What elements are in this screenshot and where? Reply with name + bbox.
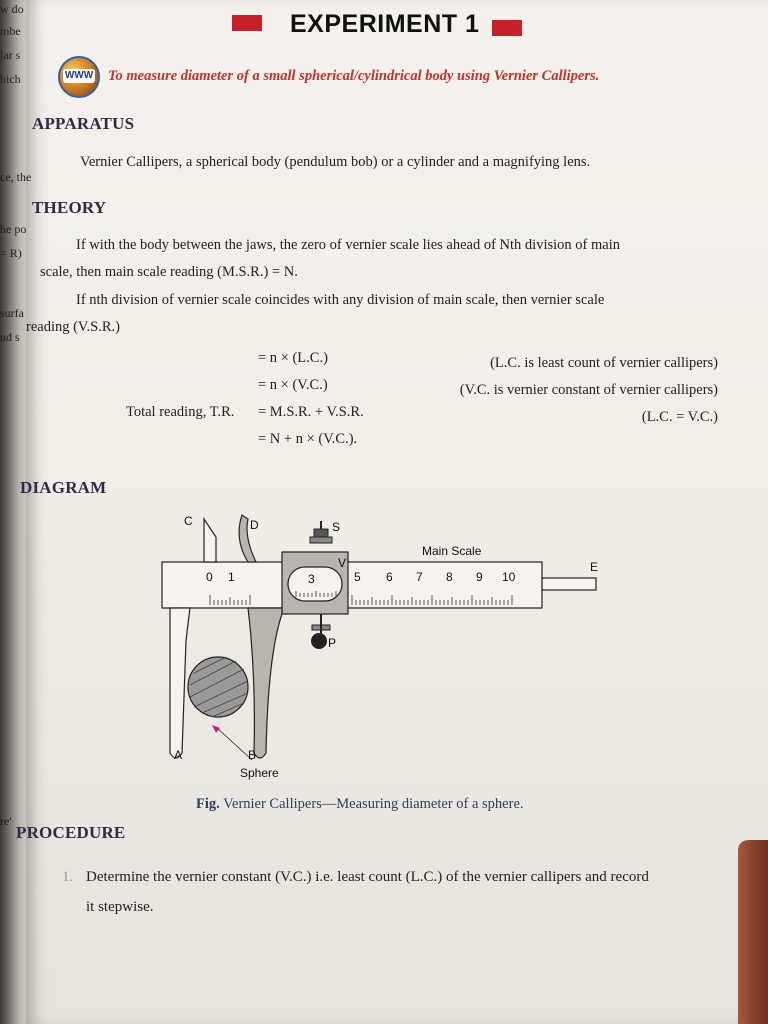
theory-para2-line2: reading (V.S.R.) xyxy=(26,319,120,335)
experiment-title: EXPERIMENT 1 xyxy=(290,10,480,38)
book-spine-shadow xyxy=(0,0,28,1024)
movable-jaw-b xyxy=(248,608,282,758)
theory-heading: THEORY xyxy=(32,198,107,217)
vernier-callipers-diagram xyxy=(156,505,606,790)
scale-number: 10 xyxy=(502,570,516,584)
theory-para2-line1: If nth division of vernier scale coincides with any division of main scale, then vernier scale xyxy=(76,292,605,308)
scale-number: 6 xyxy=(386,570,393,584)
procedure-step-1 xyxy=(62,862,762,922)
label-a: A xyxy=(174,748,183,762)
spine-fragment: w do xyxy=(0,2,24,16)
scale-number: 7 xyxy=(416,570,423,584)
label-s: S xyxy=(332,520,341,534)
spine-fragment: ce, the xyxy=(0,170,32,184)
procedure-heading: PROCEDURE xyxy=(16,823,126,842)
procedure-step-1-line1: Determine the vernier constant (V.C.) i.e. least count (L.C.) of the vernier callipers and record xyxy=(86,869,649,885)
label-v: V xyxy=(338,556,347,570)
label-main-scale: Main Scale xyxy=(422,544,482,558)
figure-caption xyxy=(196,796,524,813)
web-badge-label: WWW xyxy=(64,70,94,81)
procedure-step-1-line2: it stepwise. xyxy=(86,899,154,915)
label-d: D xyxy=(250,518,259,532)
sphere-pointer xyxy=(216,727,252,760)
sphere-pointer-arrowhead xyxy=(212,725,220,733)
experiment-aim: To measure diameter of a small spherical/cylindrical body using Vernier Callipers. xyxy=(108,68,600,84)
figure-caption-label: Fig. xyxy=(196,796,220,812)
equation-3-note: (L.C. = V.C.) xyxy=(641,409,718,425)
depth-rod xyxy=(542,578,596,590)
web-globe-icon xyxy=(58,56,100,98)
spine-fragment: lar s xyxy=(0,48,21,62)
page-edge-tab xyxy=(738,840,768,1024)
title-block-left xyxy=(232,15,262,31)
procedure-step-1-number: 1. xyxy=(62,869,74,885)
title-block-right xyxy=(492,20,522,36)
clamp-screw-s xyxy=(310,521,332,543)
theory-para1-line1: If with the body between the jaws, the zero of vernier scale lies ahead of Nth division of main xyxy=(76,237,620,253)
spine-fragment: = R) xyxy=(0,246,22,260)
spine-fragment: mbe xyxy=(0,24,21,38)
scale-number: 3 xyxy=(308,572,315,586)
equation-3: = M.S.R. + V.S.R. xyxy=(258,404,364,420)
spine-fragment: surfa xyxy=(0,306,24,320)
theory-para1-line2: scale, then main scale reading (M.S.R.) = N. xyxy=(40,264,298,280)
figure-caption-text: Vernier Callipers—Measuring diameter of a sphere. xyxy=(223,796,524,812)
label-c: C xyxy=(184,514,193,528)
label-sphere: Sphere xyxy=(240,766,279,780)
scale-number: 5 xyxy=(354,570,361,584)
upper-jaw-c xyxy=(204,519,216,562)
equation-4: = N + n × (V.C.). xyxy=(258,431,358,447)
spine-fragment: re' xyxy=(0,814,12,828)
equation-3-label: Total reading, T.R. xyxy=(126,404,235,420)
equation-2: = n × (V.C.) xyxy=(258,377,328,393)
label-e: E xyxy=(590,560,599,574)
spine-fragment: nd s xyxy=(0,330,20,344)
apparatus-heading: APPARATUS xyxy=(32,114,135,133)
label-b: B xyxy=(248,748,257,762)
scale-number: 9 xyxy=(476,570,483,584)
apparatus-text: Vernier Callipers, a spherical body (pendulum bob) or a cylinder and a magnifying lens. xyxy=(80,154,591,170)
scale-number: 0 xyxy=(206,570,213,584)
spine-fragment: he po xyxy=(0,222,27,236)
sphere xyxy=(188,657,248,717)
label-p: P xyxy=(328,636,337,650)
scale-number: 1 xyxy=(228,570,235,584)
fixed-jaw-a xyxy=(170,608,190,758)
diagram-heading: DIAGRAM xyxy=(20,478,107,497)
scale-number: 8 xyxy=(446,570,453,584)
equation-1: = n × (L.C.) xyxy=(258,350,328,366)
equation-2-note: (V.C. is vernier constant of vernier callipers) xyxy=(459,382,718,398)
equation-1-note: (L.C. is least count of vernier callipers) xyxy=(490,355,718,371)
spine-fragment: hich xyxy=(0,72,21,86)
